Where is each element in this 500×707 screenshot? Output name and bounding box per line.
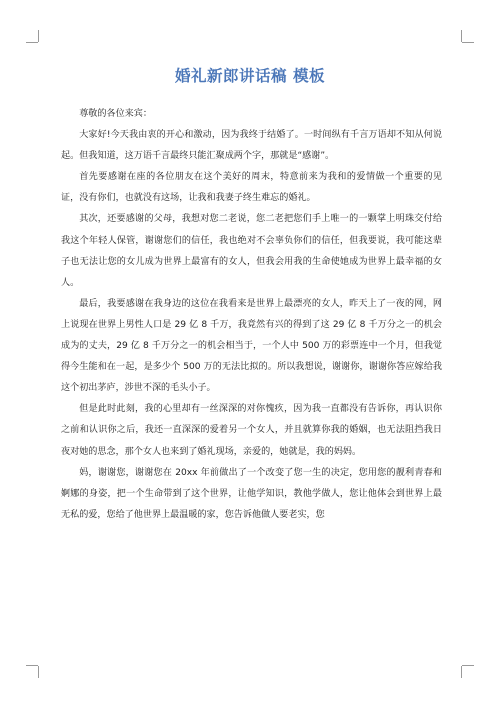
paragraph: 其次，还要感谢的父母，我想对您二老说，您二老把您们手上唯一的一颗掌上明珠交付给我这个年轻人保管，谢谢您们的信任，我也绝对不会辜负你们的信任，但我要说，我可能这辈子也无法让您的女儿成为世界上最富有的女人，但我会用我的生命使她成为世界上最幸福的女人。 (61, 214, 442, 288)
crop-mark-top-left-v (38, 30, 39, 42)
paragraph: 但是此时此刻，我的心里却有一丝深深的对你愧疚，因为我一直都没有告诉你，再认识你之前和认识你之后，我还一直深深的爱着另一个女人，并且就算你我的婚姻，也无法阻挡我日夜对她的思念，那个女人也来到了婚礼现场，亲爱的，她就是，我的妈妈。 (61, 404, 442, 457)
paragraph-greeting: 尊敬的各位来宾： (79, 109, 152, 119)
crop-mark-top-right-v (461, 30, 462, 42)
paragraph: 最后，我要感谢在我身边的这位在我看来是世界上最漂亮的女人，昨天上了一夜的网，网上说现在世界上男性人口是 29 亿 8 千万，我竟然有兴的得到了这 29 亿 8 千万分之一的机会成为的丈夫，29 亿 8 千万分之一的机会相当于，一个人中 500 万的彩票连中一个月，但我觉得今生能和在一起，是多少个 500 万的无法比拟的。所以我想说，谢谢你，谢谢你答应嫁给我这个初出茅庐，涉世不深的毛头小子。 (61, 298, 442, 394)
crop-mark-bottom-right-v (461, 666, 462, 678)
crop-mark-bottom-left-h (26, 665, 38, 666)
crop-mark-top-left-h (26, 42, 38, 43)
paragraph: 首先要感谢在座的各位朋友在这个美好的周末，特意前来为我和的爱情做一个重要的见证，没有你们，也就没有这场，让我和我妻子终生难忘的婚礼。 (61, 172, 442, 204)
document-title: 婚礼新郎讲话稿 模板 (175, 67, 325, 85)
paragraph: 妈，谢谢您，谢谢您在 20xx 年前做出了一个改变了您一生的决定，您用您的靓利青春和婀娜的身姿，把一个生命带到了这个世界，让他学知识，教他学做人，您让他体会到世界上最无私的爱，您给了他世界上最温暖的家，您告诉他做人要老实，您 (61, 467, 442, 520)
crop-mark-bottom-left-v (38, 666, 39, 678)
crop-mark-bottom-right-h (462, 665, 474, 666)
document-body (61, 104, 442, 526)
paragraph: 大家好!今天我由衷的开心和激动，因为我终于结婚了。一时间纵有千言万语却不知从何说起。但我知道，这万语千言最终只能汇聚成两个字，那就是“感谢”。 (61, 130, 442, 162)
crop-mark-top-right-h (462, 42, 474, 43)
